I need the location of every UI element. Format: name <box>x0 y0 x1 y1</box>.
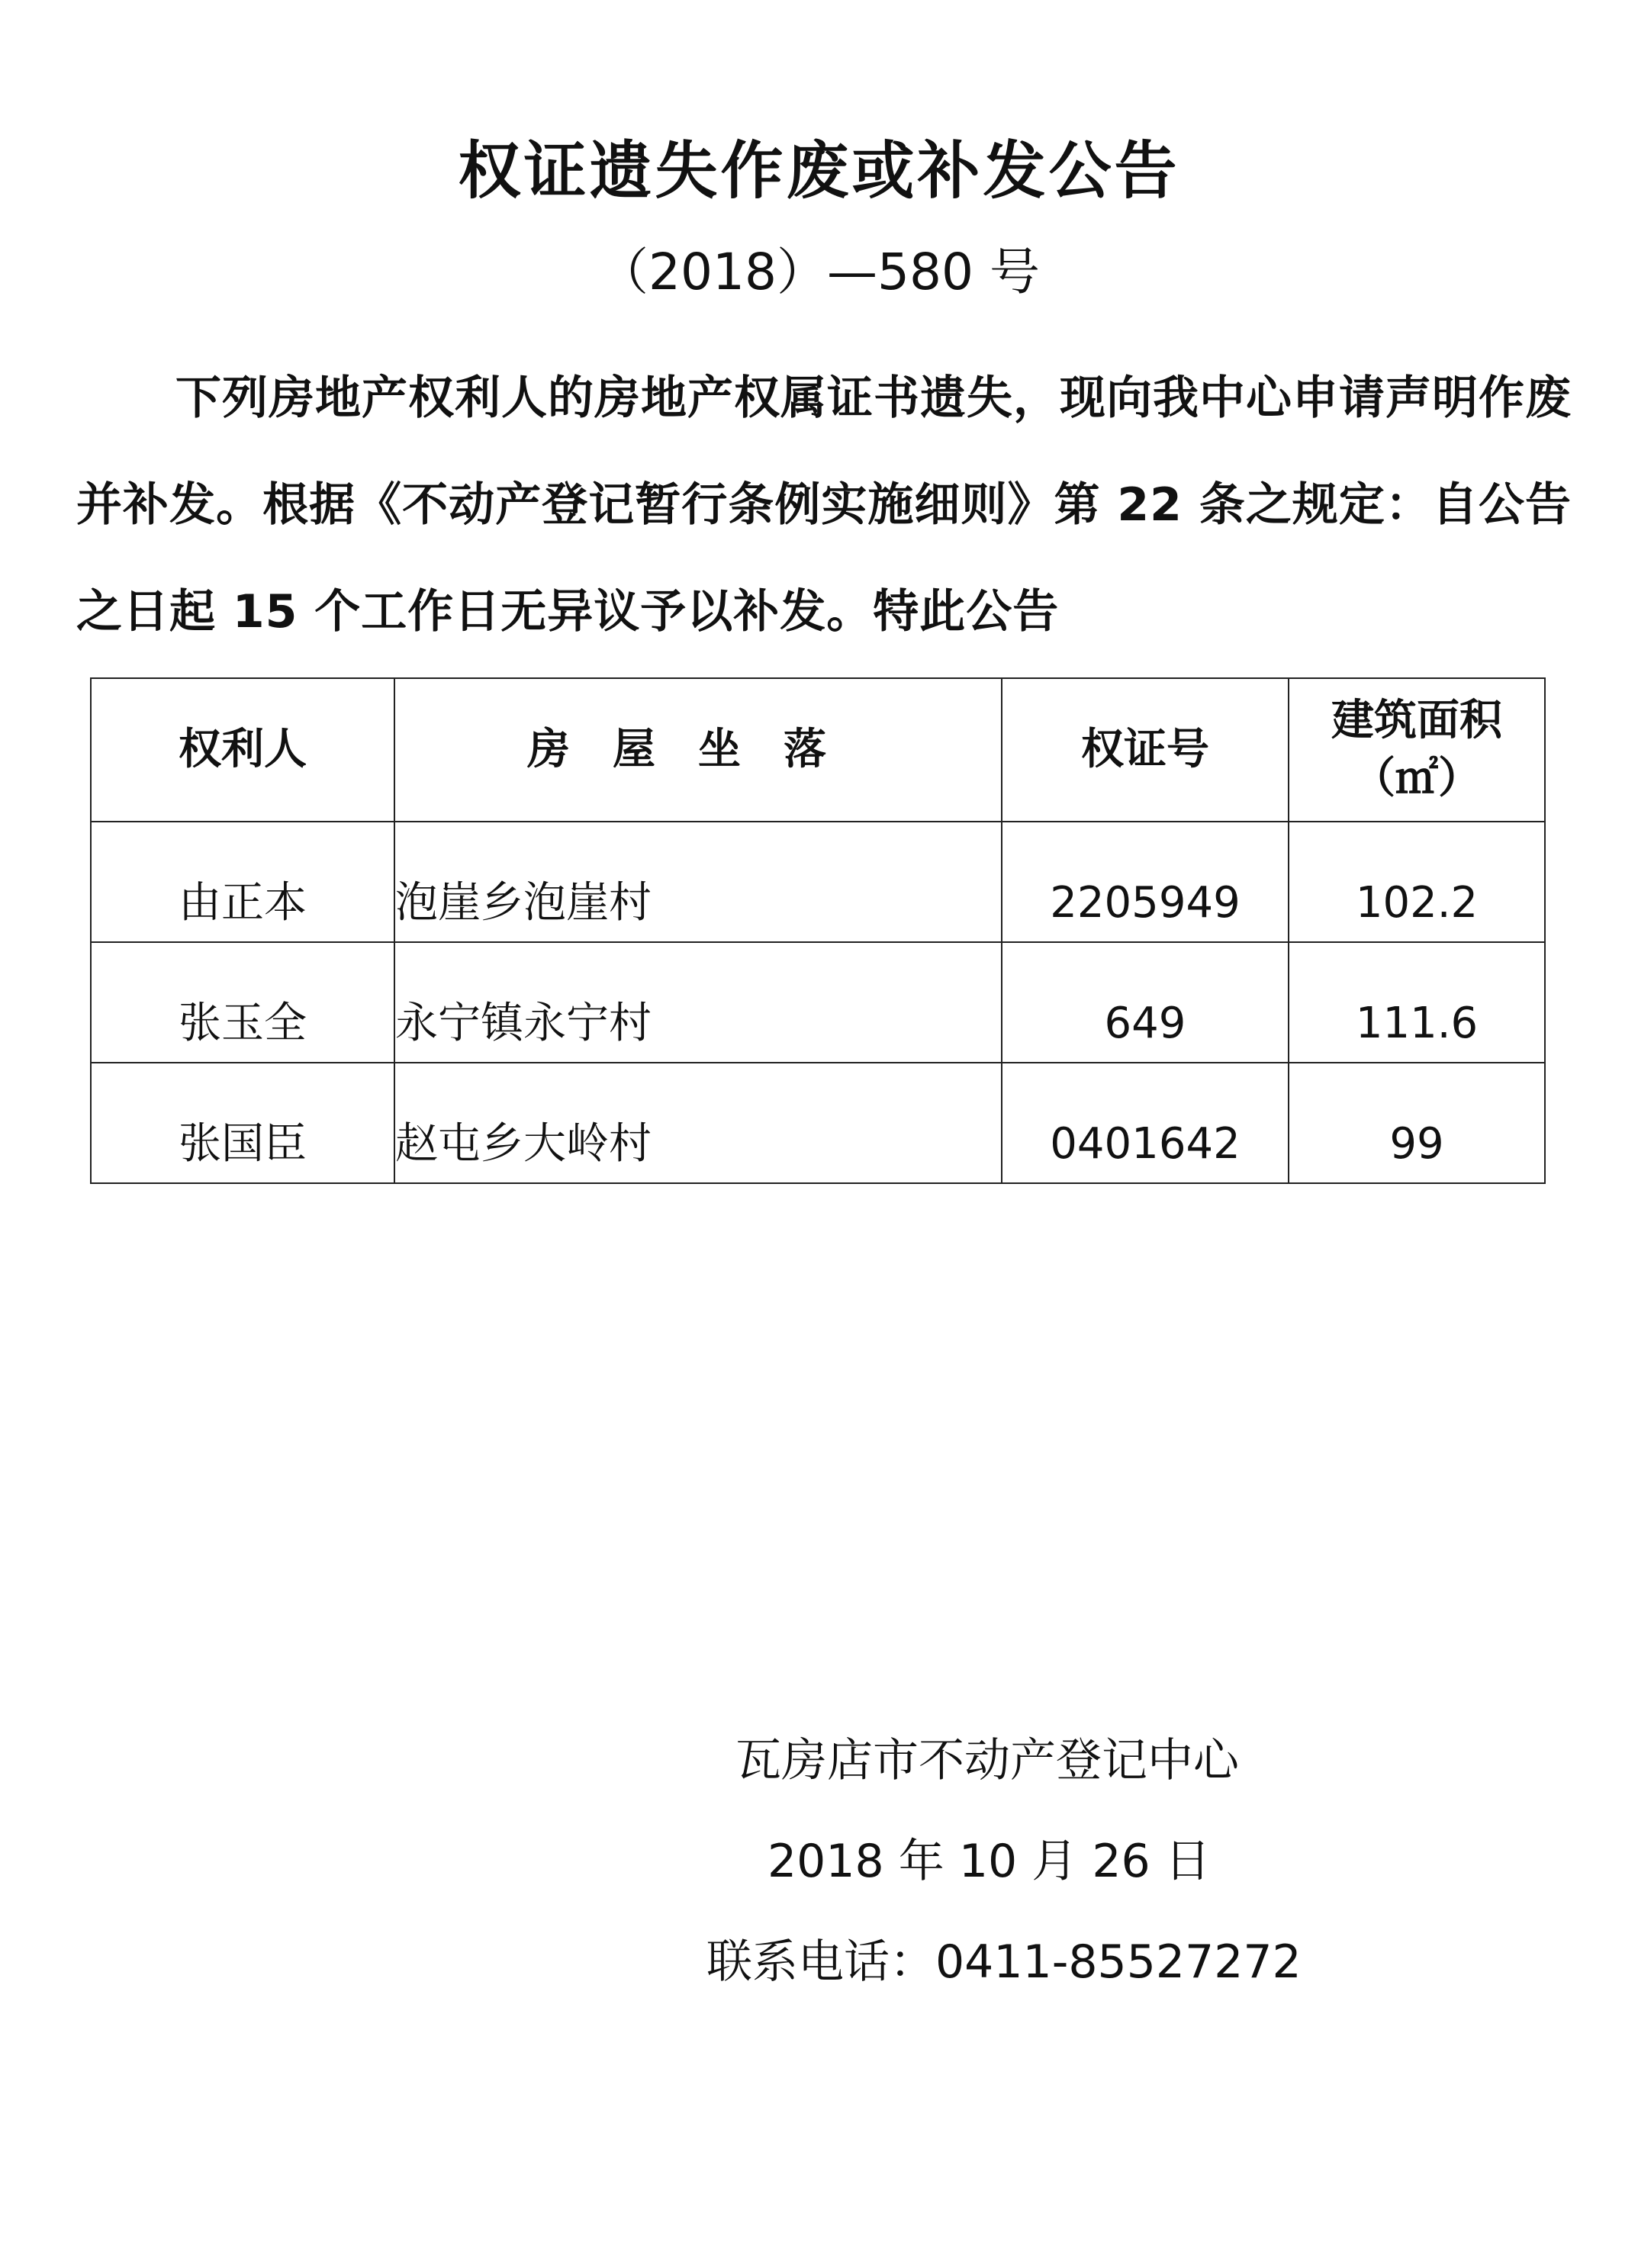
header-location-label: 房屋坐落 <box>527 725 869 774</box>
table-row <box>91 1063 1545 1183</box>
cell-cert: 2205949 <box>1002 822 1289 942</box>
cell-owner: 张玉全 <box>91 942 394 1063</box>
cell-location: 泡崖乡泡崖村 <box>394 822 1002 942</box>
cell-area: 111.6 <box>1289 942 1545 1063</box>
issuing-organization: 瓦房店市不动产登记中心 <box>735 1734 1239 1787</box>
header-area-label: 建筑面积 <box>1331 696 1502 745</box>
cell-cert: 649 <box>1002 942 1289 1063</box>
header-area-unit: （㎡） <box>1353 754 1481 803</box>
notice-title: 权证遗失作废或补发公告 <box>458 135 1180 207</box>
notice-body: 下列房地产权利人的房地产权属证书遗失，现向我中心申请声明作废并补发。根据《不动产登记暂行条例实施细则》第 22 条之规定：自公告之日起 15 个工作日无异议予以补发。特此公告 <box>76 372 1572 639</box>
issue-date: 2018 年 10 月 26 日 <box>768 1835 1211 1888</box>
table-row <box>91 942 1545 1063</box>
header-cert: 权证号 <box>1002 678 1289 822</box>
property-table <box>90 677 1546 1184</box>
cell-owner: 张国臣 <box>91 1063 394 1183</box>
header-area <box>1289 678 1545 822</box>
notice-number: （2018）—580 号 <box>598 243 1040 301</box>
cell-area: 99 <box>1289 1063 1545 1183</box>
table-header-row <box>91 678 1545 822</box>
cell-owner: 由正本 <box>91 822 394 942</box>
header-location <box>394 678 1002 822</box>
cell-area: 102.2 <box>1289 822 1545 942</box>
table-row <box>91 822 1545 942</box>
header-owner: 权利人 <box>91 678 394 822</box>
cell-location: 永宁镇永宁村 <box>394 942 1002 1063</box>
cell-cert: 0401642 <box>1002 1063 1289 1183</box>
contact-phone: 联系电话：0411-85527272 <box>706 1935 1302 1989</box>
cell-location: 赵屯乡大岭村 <box>394 1063 1002 1183</box>
